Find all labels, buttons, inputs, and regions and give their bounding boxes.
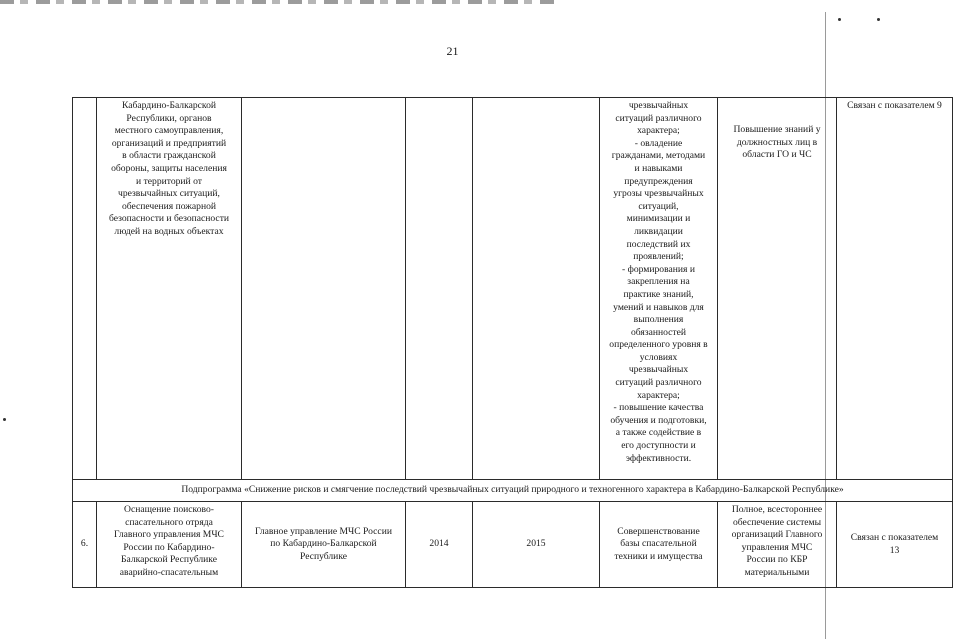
table-row-subprogram (73, 480, 953, 502)
cell-end-year (473, 98, 600, 480)
page-number: 21 (446, 44, 459, 58)
cell-number: 6. (73, 502, 97, 588)
table-row (73, 502, 953, 588)
program-table (72, 97, 953, 588)
scan-artifact-dot (877, 18, 880, 21)
cell-executor: Главное управление МЧС России по Кабардино-Балкарской Республике (242, 502, 406, 588)
cell-tasks: Совершенствование базы спасательной техники и имущества (600, 502, 718, 588)
cell-end-year: 2015 (473, 502, 600, 588)
cell-result: Повышение знаний у должностных лиц в области ГО и ЧС (718, 98, 837, 480)
cell-link: Связан с показателем 9 (837, 98, 953, 480)
scan-artifact-dot (3, 418, 6, 421)
cell-executor (242, 98, 406, 480)
scan-artifact-dot (838, 18, 841, 21)
subprogram-title: Подпрограмма «Снижение рисков и смягчение последствий чрезвычайных ситуаций природного и техногенного характера в Кабардино-Балкарской Республике» (73, 480, 953, 502)
scan-artifact-top (0, 0, 560, 4)
cell-tasks: чрезвычайных ситуаций различного характера; - овладение гражданами, методами и навыками предупреждения угрозы чрезвычайных ситуаций, минимизации и ликвидации последствий их проявлений; - формирования и закрепления на практике знаний, умений и навыков для выполнения обязанностей определенного уровня в условиях чрезвычайных ситуаций различного характера; - повышение качества обучения и подготовки, а также содействие в его доступности и эффективности. (600, 98, 718, 480)
cell-link: Связан с показателем 13 (837, 502, 953, 588)
table-row (73, 98, 953, 480)
cell-name: Кабардино-Балкарской Республики, органов местного самоуправления, организаций и предприятий в области гражданской обороны, защиты населения и территорий от чрезвычайных ситуаций, обеспечения пожарной безопасности и безопасности людей на водных объектах (97, 98, 242, 480)
cell-name: Оснащение поисково- спасательного отряда Главного управления МЧС России по Кабардино- Балкарской Республике аварийно-спасательным (97, 502, 242, 588)
cell-start-year (406, 98, 473, 480)
cell-result: Полное, всестороннее обеспечение системы организаций Главного управления МЧС России по КБР материальными (718, 502, 837, 588)
cell-start-year: 2014 (406, 502, 473, 588)
cell-number (73, 98, 97, 480)
